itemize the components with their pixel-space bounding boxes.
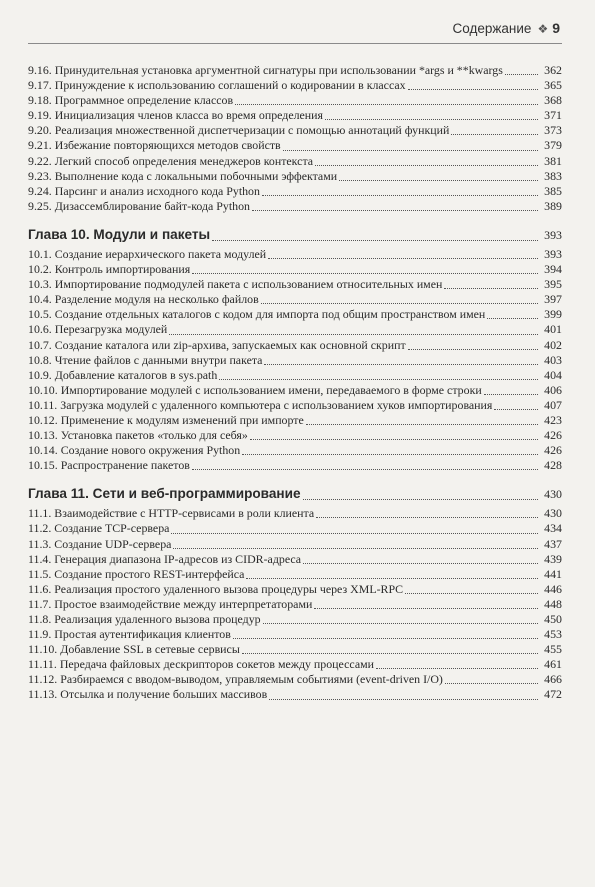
toc-entry-title: 10.7. Создание каталога или zip-архива, запускаемых как основной скрипт: [28, 337, 406, 352]
toc-page-number: 407: [544, 397, 562, 412]
toc-entry[interactable]: [28, 552, 562, 567]
toc-entry-title: 10.6. Перезагрузка модулей: [28, 322, 168, 337]
dot-leader: [408, 89, 538, 90]
toc-page-number: 439: [544, 551, 562, 566]
dot-leader: [444, 288, 538, 289]
toc-entry-title: 10.15. Распространение пакетов: [28, 458, 190, 473]
dot-leader: [242, 454, 538, 455]
toc-page-number: 373: [544, 123, 562, 138]
running-header: [0, 20, 560, 36]
toc-entry[interactable]: [28, 199, 562, 214]
toc-page-number: 381: [544, 153, 562, 168]
toc-page-number: 397: [544, 292, 562, 307]
dot-leader: [306, 424, 538, 425]
toc-page-number: 406: [544, 382, 562, 397]
toc-page-number: 430: [544, 506, 562, 521]
dot-leader: [505, 74, 538, 75]
toc-entry-title: 11.6. Реализация простого удаленного вызова процедуры через XML-RPC: [28, 581, 404, 596]
toc-entry[interactable]: [28, 597, 562, 612]
toc-entry-title: 11.1. Взаимодействие с HTTP-сервисами в роли клиента: [28, 506, 315, 521]
dot-leader: [235, 104, 538, 105]
toc-entry[interactable]: [28, 262, 562, 277]
dot-leader: [405, 593, 538, 594]
toc-entry-title: 10.3. Импортирование подмодулей пакета с использованием относительных имен: [28, 277, 443, 292]
dot-leader: [250, 439, 538, 440]
toc-page-number: 441: [544, 566, 562, 581]
toc-entry[interactable]: [28, 672, 562, 687]
toc-entry[interactable]: [28, 169, 562, 184]
toc-page-number: 383: [544, 168, 562, 183]
dot-leader: [262, 195, 538, 196]
dot-leader: [283, 150, 538, 151]
toc-entry-title: 10.13. Установка пакетов «только для себя»: [28, 428, 248, 443]
toc-entry[interactable]: [28, 138, 562, 153]
toc-entry[interactable]: [28, 247, 562, 262]
dot-leader: [171, 533, 538, 534]
toc-entry[interactable]: [28, 506, 562, 521]
toc-entry-title: 11.13. Отсылка и получение больших массивов: [28, 687, 268, 702]
toc-page-number: 365: [544, 78, 562, 93]
toc-page-number: 368: [544, 93, 562, 108]
toc-page-number: 426: [544, 428, 562, 443]
toc-page-number: 362: [544, 63, 562, 77]
toc-entry[interactable]: [28, 353, 562, 368]
toc-entry[interactable]: [28, 413, 562, 428]
toc-page-number: 401: [544, 322, 562, 337]
toc-entry-title: 10.9. Добавление каталогов в sys.path: [28, 367, 218, 382]
toc-entry[interactable]: [28, 567, 562, 582]
toc-entry[interactable]: [28, 78, 562, 93]
chapter-heading[interactable]: [28, 226, 562, 244]
dot-leader: [219, 379, 538, 380]
toc-page-number: 394: [544, 262, 562, 277]
toc-entry-title: 11.11. Передача файловых дескрипторов сокетов между процессами: [28, 657, 374, 672]
dot-leader: [484, 394, 538, 395]
toc-entry[interactable]: [28, 368, 562, 383]
dot-leader: [242, 653, 538, 654]
toc-entry[interactable]: [28, 123, 562, 138]
toc-page-number: 448: [544, 596, 562, 611]
toc-entry-title: 9.16. Принудительная установка аргументной сигнатуры при использовании *args и **kwargs: [28, 63, 503, 77]
toc-page-number: 389: [544, 198, 562, 213]
toc-entry-title: 11.2. Создание TCP-сервера: [28, 521, 170, 536]
toc-entry-title: 10.5. Создание отдельных каталогов с кодом для импорта под общим пространством имен: [28, 307, 486, 322]
toc-entry[interactable]: [28, 383, 562, 398]
chapter-title: Глава 11. Сети и веб-программирование: [28, 486, 301, 502]
dot-leader: [494, 409, 538, 410]
toc-entry[interactable]: [28, 338, 562, 353]
toc-entry-title: 11.3. Создание UDP-сервера: [28, 536, 172, 551]
dot-leader: [314, 608, 538, 609]
toc-entry[interactable]: [28, 458, 562, 473]
toc-entry-title: 9.19. Инициализация членов класса во время определения: [28, 108, 324, 123]
dot-leader: [316, 517, 538, 518]
toc-page-number: 428: [544, 458, 562, 473]
toc-entry[interactable]: [28, 277, 562, 292]
toc-page-number: 437: [544, 536, 562, 551]
toc-page-number: 446: [544, 581, 562, 596]
toc-entry[interactable]: [28, 657, 562, 672]
toc-page-number: 472: [544, 687, 562, 702]
toc-page-number: 430: [544, 487, 562, 502]
toc-page-number: 404: [544, 367, 562, 382]
toc-entry-title: 10.8. Чтение файлов с данными внутри пакета: [28, 352, 263, 367]
dot-leader: [269, 699, 538, 700]
dot-leader: [325, 119, 538, 120]
toc-entry-title: 10.12. Применение к модулям изменений при импорте: [28, 412, 304, 427]
toc-page-number: 399: [544, 307, 562, 322]
toc-entry[interactable]: [28, 537, 562, 552]
toc-entry-title: 9.23. Выполнение кода с локальными побочными эффектами: [28, 168, 338, 183]
toc-entry-title: 9.21. Избежание повторяющихся методов свойств: [28, 138, 281, 153]
toc-entry[interactable]: [28, 307, 562, 322]
toc-page-number: 450: [544, 612, 562, 626]
dot-leader: [339, 180, 538, 181]
dot-leader: [252, 210, 538, 211]
toc-page-number: 434: [544, 521, 562, 536]
table-of-contents: [28, 63, 562, 703]
toc-entry[interactable]: [28, 521, 562, 536]
dot-leader: [303, 499, 538, 500]
toc-page-number: 371: [544, 108, 562, 123]
toc-entry-title: 9.25. Дизассемблирование байт-кода Python: [28, 198, 250, 213]
toc-entry[interactable]: [28, 428, 562, 443]
toc-entry[interactable]: [28, 184, 562, 199]
dot-leader: [169, 334, 538, 335]
dot-leader: [315, 165, 538, 166]
toc-entry[interactable]: [28, 627, 562, 642]
toc-entry[interactable]: [28, 108, 562, 123]
toc-entry[interactable]: [28, 154, 562, 169]
toc-page-number: 423: [544, 412, 562, 427]
toc-entry[interactable]: [28, 63, 562, 78]
toc-entry[interactable]: [28, 443, 562, 458]
toc-page-number: 455: [544, 642, 562, 657]
toc-entry[interactable]: [28, 687, 562, 702]
page-number: 9: [552, 20, 560, 36]
toc-page-number: 393: [544, 246, 562, 261]
dot-leader: [246, 578, 538, 579]
toc-page-number: 453: [544, 627, 562, 642]
toc-entry-title: 9.24. Парсинг и анализ исходного кода Python: [28, 183, 260, 198]
toc-page-number: 403: [544, 352, 562, 367]
dot-leader: [192, 469, 538, 470]
toc-entry-title: 9.18. Программное определение классов: [28, 93, 234, 108]
toc-entry[interactable]: [28, 322, 562, 337]
toc-page-number: 402: [544, 337, 562, 352]
toc-entry-title: 10.2. Контроль импортирования: [28, 262, 191, 277]
toc-page-number: 379: [544, 138, 562, 153]
toc-page-number: 393: [544, 227, 562, 242]
diamond-ornament-icon: ❖: [537, 22, 549, 36]
toc-page-number: 395: [544, 277, 562, 292]
toc-entry-title: 11.4. Генерация диапазона IP-адресов из CIDR-адреса: [28, 551, 302, 566]
dot-leader: [303, 563, 538, 564]
dot-leader: [261, 303, 538, 304]
toc-entry-title: 9.22. Легкий способ определения менеджеров контекста: [28, 153, 314, 168]
toc-page-number: 385: [544, 183, 562, 198]
dot-leader: [451, 134, 538, 135]
dot-leader: [264, 364, 538, 365]
dot-leader: [192, 273, 538, 274]
toc-page-number: 426: [544, 443, 562, 458]
toc-entry-title: 10.10. Импортирование модулей с использованием имени, передаваемого в форме строки: [28, 382, 482, 397]
toc-entry-title: 9.17. Принуждение к использованию соглашений о кодировании в классах: [28, 78, 406, 93]
toc-page-number: 466: [544, 672, 562, 687]
toc-entry-title: 11.7. Простое взаимодействие между интерпретаторами: [28, 596, 313, 611]
dot-leader: [408, 349, 538, 350]
toc-page-number: 461: [544, 657, 562, 672]
toc-entry[interactable]: [28, 93, 562, 108]
chapter-heading[interactable]: [28, 485, 562, 503]
toc-entry-title: 11.9. Простая аутентификация клиентов: [28, 627, 231, 642]
toc-entry-title: 11.12. Разбираемся с вводом-выводом, управляемым событиями (event-driven I/O): [28, 672, 443, 687]
toc-entry-title: 11.8. Реализация удаленного вызова процедур: [28, 612, 261, 626]
toc-entry-title: 10.1. Создание иерархического пакета модулей: [28, 246, 267, 261]
toc-entry[interactable]: [28, 612, 562, 627]
dot-leader: [445, 683, 538, 684]
section-title: Содержание: [452, 21, 532, 36]
toc-entry[interactable]: [28, 582, 562, 597]
toc-entry[interactable]: [28, 642, 562, 657]
dot-leader: [233, 638, 538, 639]
toc-entry[interactable]: [28, 292, 562, 307]
toc-entry-title: 10.11. Загрузка модулей с удаленного компьютера с использованием хуков импортирования: [28, 397, 493, 412]
dot-leader: [268, 258, 538, 259]
toc-entry-title: 11.10. Добавление SSL в сетевые сервисы: [28, 642, 240, 657]
toc-entry-title: 10.4. Разделение модуля на несколько файлов: [28, 292, 259, 307]
dot-leader: [263, 623, 538, 624]
toc-entry-title: 9.20. Реализация множественной диспетчеризации с помощью аннотаций функций: [28, 123, 450, 138]
chapter-title: Глава 10. Модули и пакеты: [28, 226, 211, 242]
dot-leader: [487, 318, 538, 319]
toc-entry[interactable]: [28, 398, 562, 413]
dot-leader: [376, 668, 538, 669]
toc-entry-title: 10.14. Создание нового окружения Python: [28, 443, 241, 458]
dot-leader: [212, 240, 538, 241]
toc-entry-title: 11.5. Создание простого REST-интерфейса: [28, 566, 245, 581]
dot-leader: [173, 548, 538, 549]
header-rule: [28, 43, 562, 44]
